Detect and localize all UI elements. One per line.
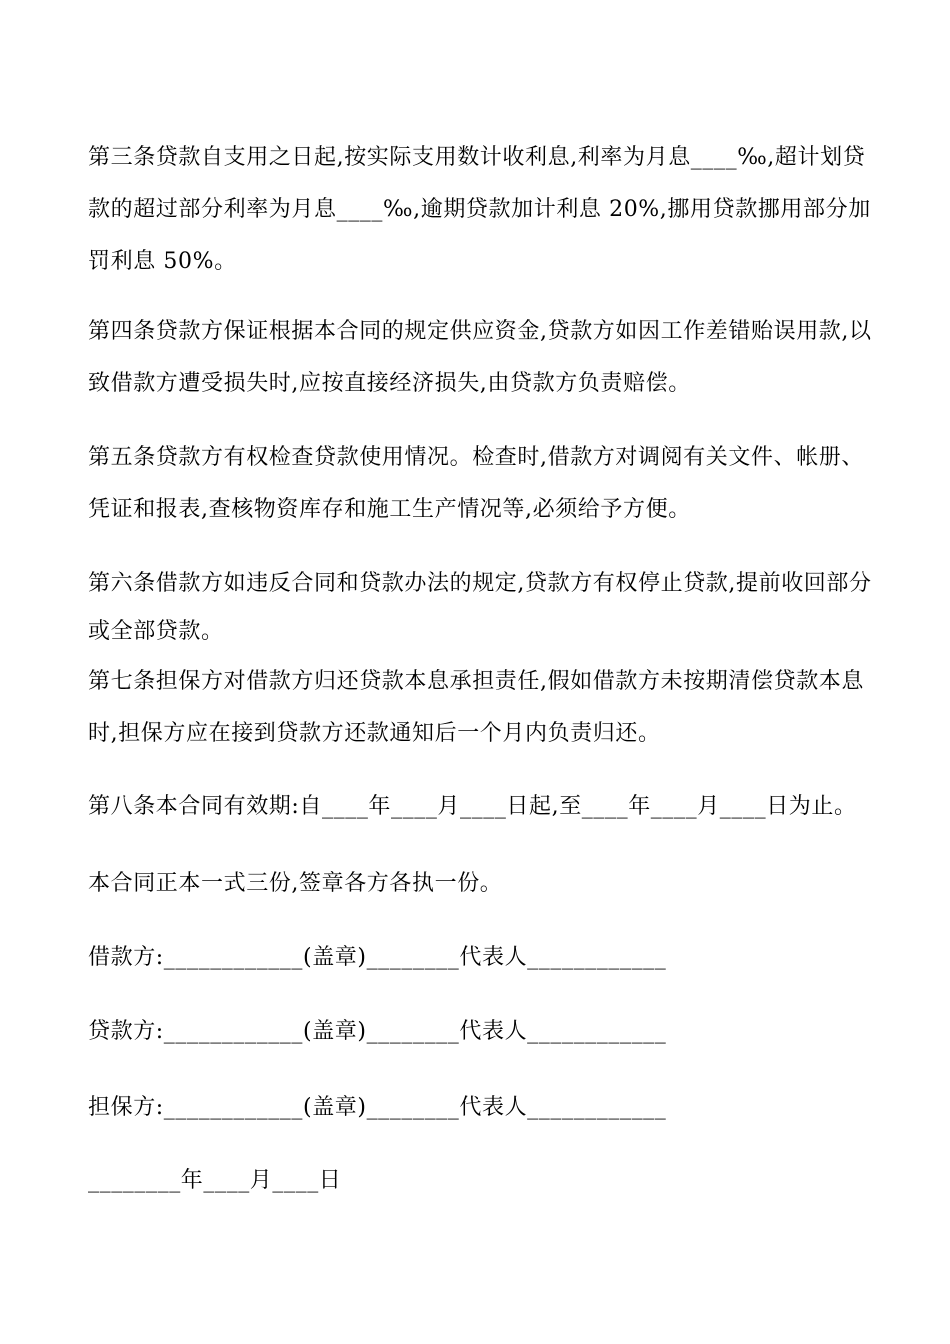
article-3-paragraph: 第三条贷款自支用之日起,按实际支用数计收利息,利率为月息____‰,超计划贷款的超过部分利率为月息____‰,逾期贷款加计利息 20%,挪用贷款挪用部分加罚利息 50%。 [88,145,871,274]
article-5-paragraph: 第五条贷款方有权检查贷款使用情况。检查时,借款方对调阅有关文件、帐册、凭证和报表,查核物资库存和施工生产情况等,必须给予方便。 [88,445,864,522]
borrower-signature-line: 借款方:____________(盖章)________代表人____________ [88,945,667,970]
article-6-paragraph: 第六条借款方如违反合同和贷款办法的规定,贷款方有权停止贷款,提前收回部分或全部贷款。 [88,571,872,644]
document-page [88,0,888,1344]
lender-signature-line: 贷款方:____________(盖章)________代表人____________ [88,1019,667,1044]
copies-statement: 本合同正本一式三份,签章各方各执一份。 [88,871,503,896]
signing-date-line: ________年____月____日 [88,1168,342,1193]
article-7-paragraph: 第七条担保方对借款方归还贷款本息承担责任,假如借款方未按期清偿贷款本息时,担保方应在接到贷款方还款通知后一个月内负责归还。 [88,669,864,746]
article-4-paragraph: 第四条贷款方保证根据本合同的规定供应资金,贷款方如因工作差错贻误用款,以致借款方遭受损失时,应按直接经济损失,由贷款方负责赔偿。 [88,319,872,396]
guarantor-signature-line: 担保方:____________(盖章)________代表人____________ [88,1095,667,1120]
article-8-validity-line: 第八条本合同有效期:自____年____月____日起,至____年____月____日为止。 [88,794,857,819]
